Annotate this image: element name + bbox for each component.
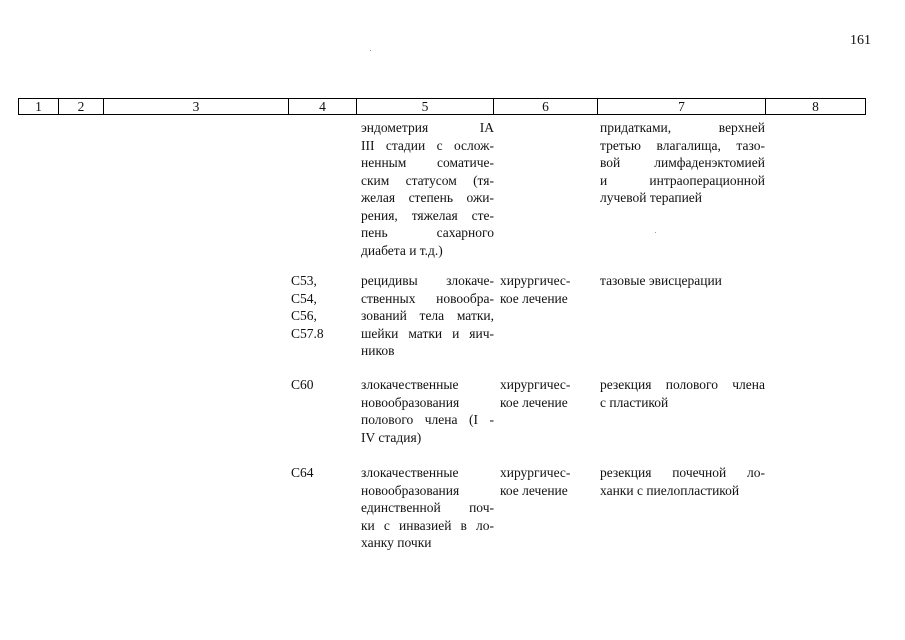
text-line: C53, [291,273,317,288]
method-cell [600,119,765,207]
page-number: 161 [850,33,871,48]
text-line: ников [361,343,395,358]
method-cell [600,376,765,411]
column-header: 5 [357,99,494,115]
column-header: 7 [598,99,766,115]
text-line: ственных новообра- [361,290,494,306]
text-line: злокачественные [361,465,459,480]
text-line: рецидивы злокаче- [361,273,494,288]
column-number-header [18,98,866,115]
text-line: кое лечение [500,290,568,306]
text-line: с пластикой [600,394,669,410]
text-line: C57.8 [291,325,324,341]
text-line: C56, [291,308,317,323]
scan-speck [370,50,371,51]
diagnosis-cell [361,376,494,446]
text-line: C54, [291,290,317,306]
text-line: эндометрия IA [361,120,494,135]
text-line: IV стадия) [361,429,422,445]
scan-speck [655,232,656,233]
text-line: третью влагалища, тазо- [600,137,765,153]
diagnosis-cell [361,119,494,259]
text-line: новообразования [361,394,460,410]
column-header: 8 [766,99,866,115]
text-line: и интраоперационной [600,172,765,188]
text-line: вой лимфаденэктомией [600,155,765,170]
text-line: полового члена (I - [361,412,494,427]
column-header: 2 [59,99,104,115]
text-line: ненным соматиче- [361,155,494,170]
text-line: резекция полового члена [600,377,765,392]
text-line: шейки матки и яич- [361,325,494,341]
text-line: ским статусом (тя- [361,172,494,188]
column-header: 6 [494,99,598,115]
treatment-cell [500,272,590,307]
text-line: III стадии с ослож- [361,137,494,153]
code-cell [291,464,351,482]
text-line: хирургичес- [500,377,571,392]
treatment-cell [500,376,590,411]
text-line: злокачественные [361,377,459,392]
text-line: хирургичес- [500,465,571,480]
code-cell [291,272,351,342]
method-cell [600,464,765,499]
text-line: C60 [291,377,314,392]
text-line: пень сахарного [361,225,494,240]
code-cell [291,376,351,394]
text-line: новообразования [361,482,460,498]
treatment-cell [500,464,590,499]
text-line: желая степень ожи- [361,190,494,205]
text-line: тазовые эвисцерации [600,273,722,288]
column-header: 4 [289,99,357,115]
text-line: кое лечение [500,482,568,498]
header-row [19,99,866,115]
text-line: единственной поч- [361,500,494,515]
text-line: лучевой терапией [600,190,703,205]
text-line: ханку почки [361,535,432,550]
text-line: зований тела матки, [361,308,494,323]
column-header: 3 [104,99,289,115]
text-line: ханки с пиелопластикой [600,482,740,498]
text-line: придатками, верхней [600,120,765,135]
text-line: кое лечение [500,394,568,410]
text-line: диабета и т.д.) [361,242,443,258]
diagnosis-cell [361,464,494,552]
text-line: ки с инвазией в ло- [361,517,494,533]
diagnosis-cell [361,272,494,360]
text-line: резекция почечной ло- [600,465,765,480]
column-header: 1 [19,99,59,115]
text-line: рения, тяжелая сте- [361,207,494,223]
text-line: хирургичес- [500,273,571,288]
method-cell [600,272,765,290]
text-line: C64 [291,465,314,480]
